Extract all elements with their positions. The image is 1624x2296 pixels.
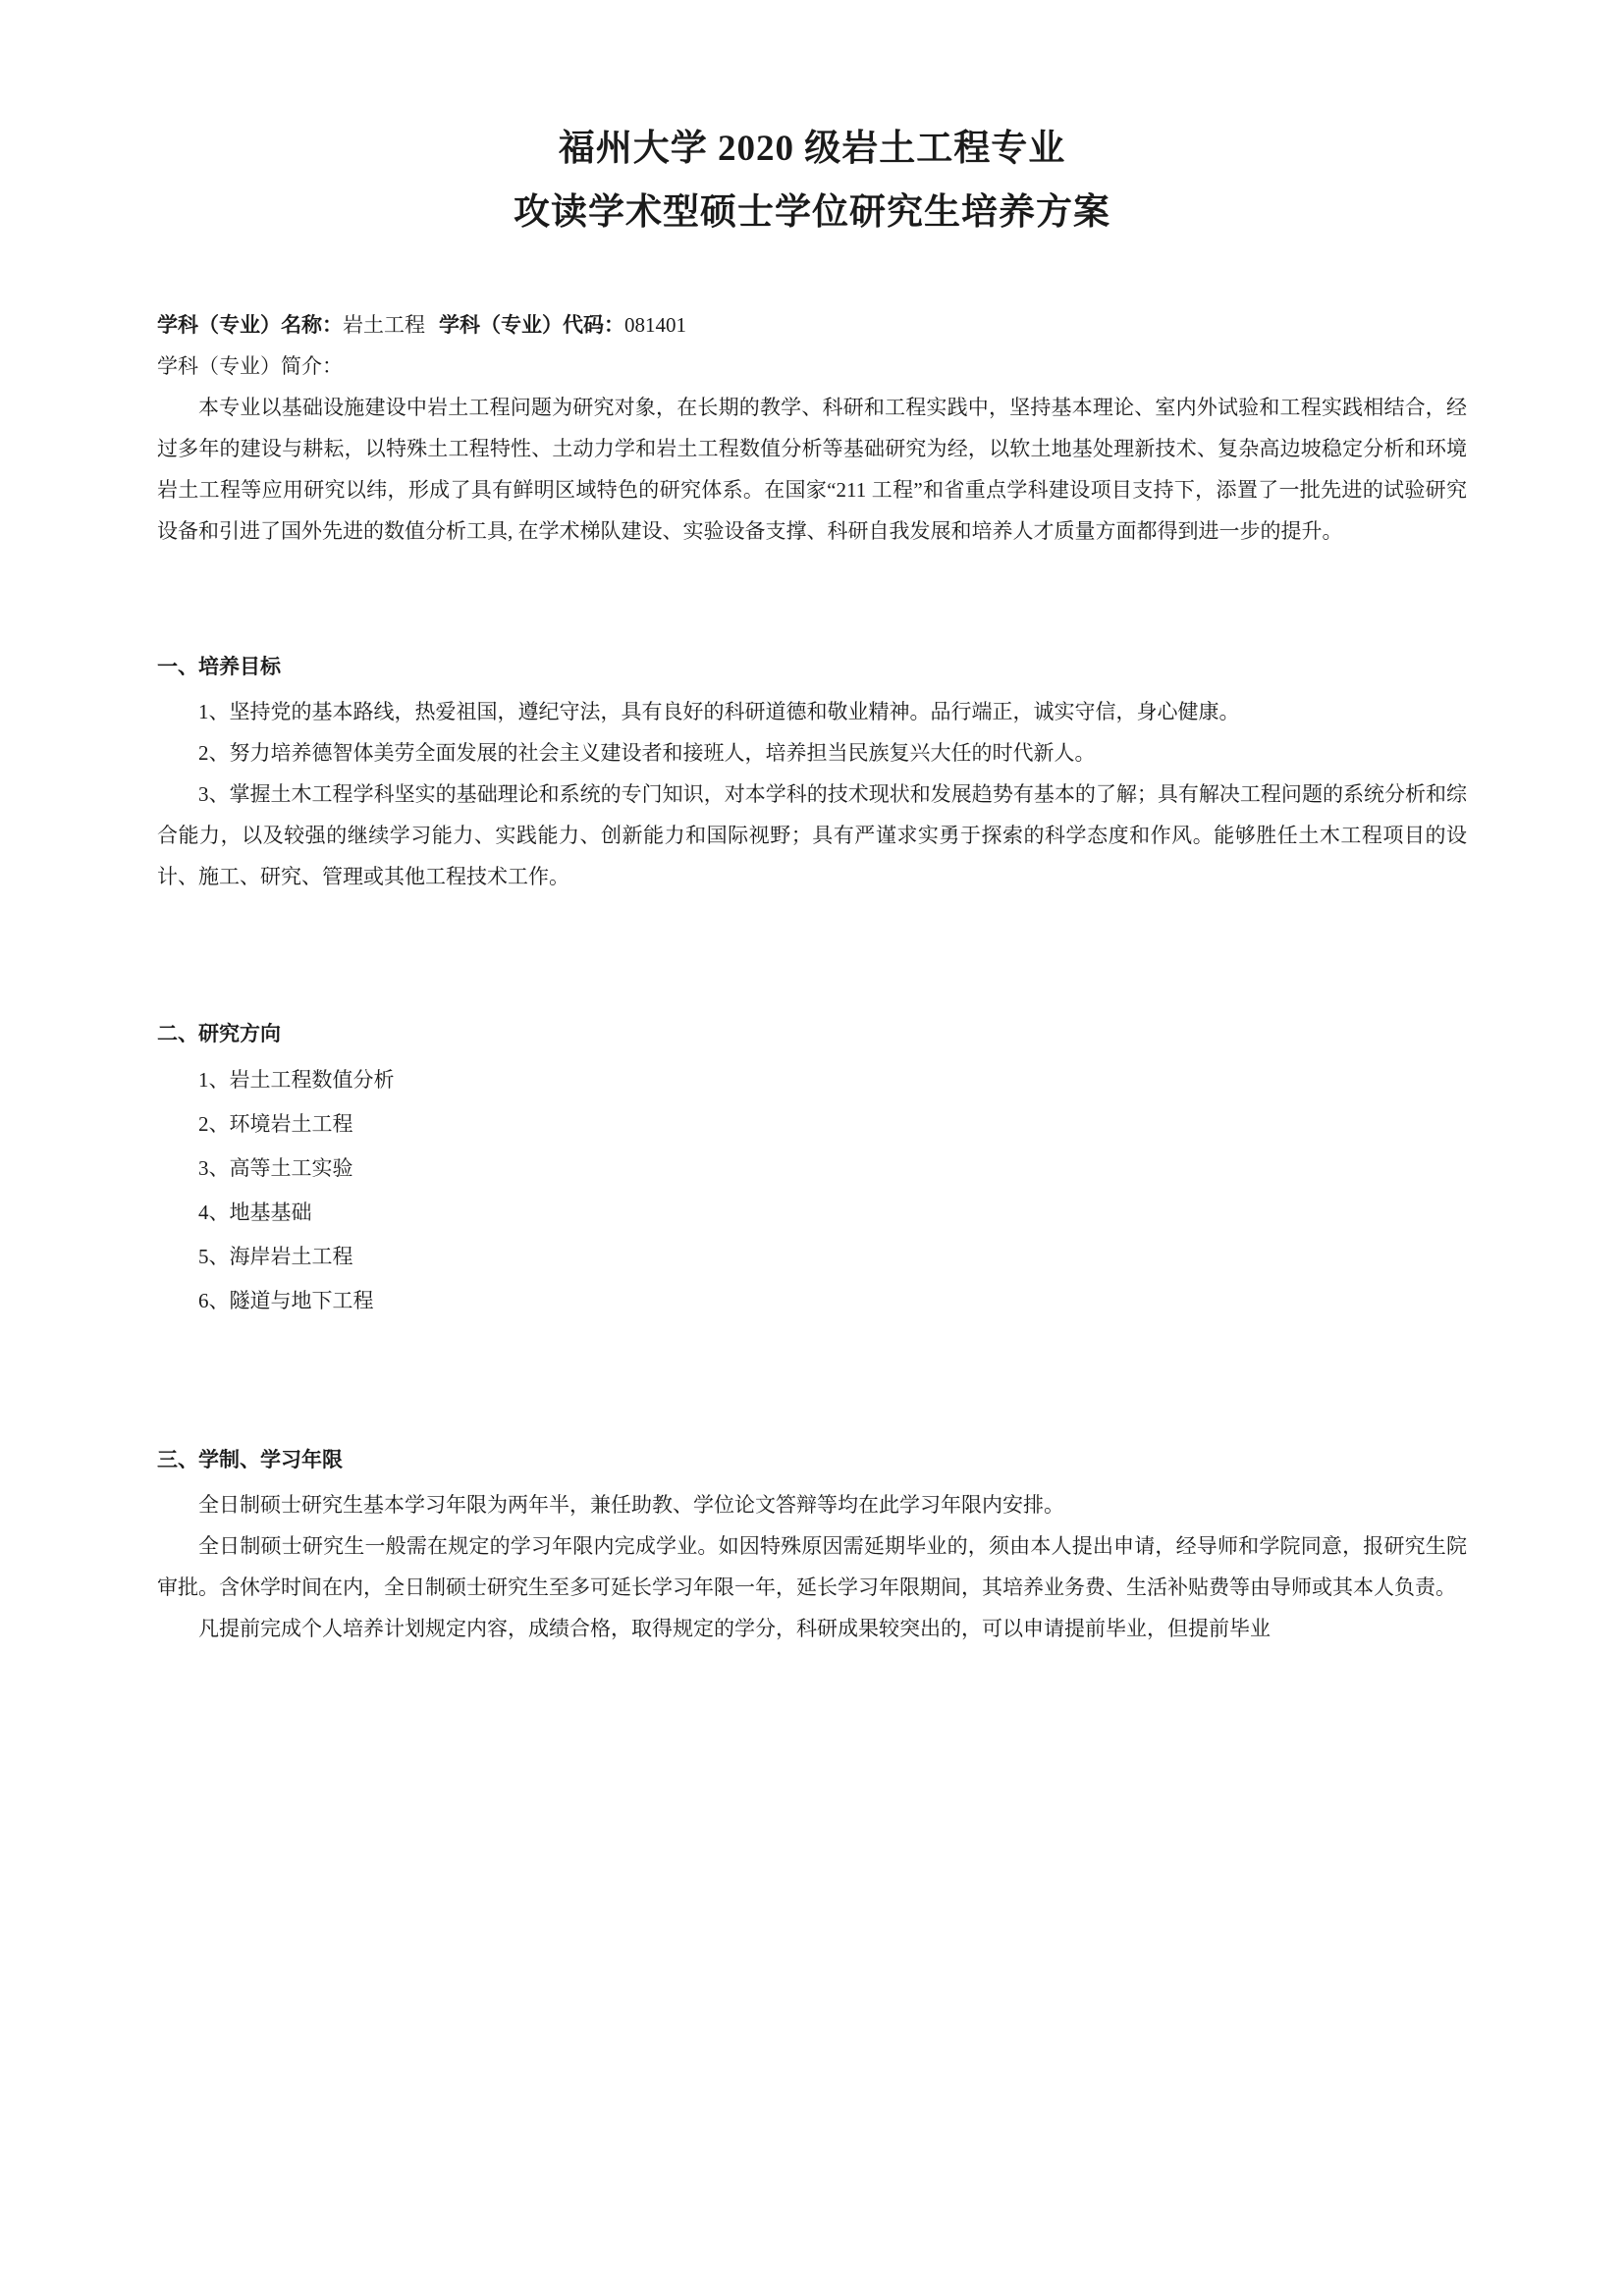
list-item: 3、掌握土木工程学科坚实的基础理论和系统的专门知识，对本学科的技术现状和发展趋势有基本的了解；具有解决工程问题的系统分析和综合能力，以及较强的继续学习能力、实践能力、创新能力和国际视野；具有严谨求实勇于探索的科学态度和作风。能够胜任土木工程项目的设计、施工、研究、管理或其他工程技术工作。 — [157, 781, 1467, 888]
section-spacer-3 — [157, 1323, 1467, 1439]
discipline-code-label: 学科（专业）代码： — [439, 312, 624, 337]
discipline-name-label: 学科（专业）名称： — [157, 312, 343, 337]
section-heading-study-duration: 三、学制、学习年限 — [157, 1448, 343, 1472]
list-item: 1、坚持党的基本路线，热爱祖国，遵纪守法，具有良好的科研道德和敬业精神。品行端正，诚实守信，身心健康。 — [198, 699, 1240, 723]
title-spacer — [157, 245, 1467, 300]
section-spacer-1 — [157, 552, 1467, 646]
section-spacer-2 — [157, 897, 1467, 1013]
section-body-research-directions — [157, 1058, 1467, 1324]
list-item: 5、海岸岩土工程 — [198, 1245, 353, 1269]
discipline-intro-label: 学科（专业）简介： — [157, 353, 343, 378]
title-line-2: 攻读学术型硕士学位研究生培养方案 — [514, 191, 1110, 233]
title-line-1: 福州大学 2020 级岩土工程专业 — [558, 129, 1066, 169]
paragraph: 全日制硕士研究生一般需在规定的学习年限内完成学业。如因特殊原因需延期毕业的，须由本人提出申请，经导师和学院同意，报研究生院审批。含休学时间在内，全日制硕士研究生至多可延长学习年限一年，延长学习年限期间，其培养业务费、生活补贴费等由导师或其本人负责。 — [157, 1534, 1467, 1600]
section-body-study-duration — [157, 1484, 1467, 1649]
discipline-name-value: 岩土工程 — [343, 312, 425, 337]
section-heading-training-goals: 一、培养目标 — [157, 654, 281, 678]
page-title — [157, 118, 1467, 245]
paragraph: 全日制硕士研究生基本学习年限为两年半，兼任助教、学位论文答辩等均在此学习年限内安排。 — [198, 1493, 1064, 1518]
list-item: 3、高等土工实验 — [198, 1155, 353, 1180]
discipline-meta-line — [157, 304, 1467, 346]
list-item: 6、隧道与地下工程 — [198, 1289, 374, 1313]
list-item: 1、岩土工程数值分析 — [198, 1067, 395, 1092]
paragraph: 凡提前完成个人培养计划规定内容，成绩合格，取得规定的学分，科研成果较突出的，可以申请提前毕业，但提前毕业 — [198, 1617, 1271, 1641]
section-heading-research-directions: 二、研究方向 — [157, 1021, 281, 1045]
discipline-intro-paragraph: 本专业以基础设施建设中岩土工程问题为研究对象，在长期的教学、科研和工程实践中，坚持基本理论、室内外试验和工程实践相结合，经过多年的建设与耕耘，以特殊土工程特性、土动力学和岩土工程数值分析等基础研究为经，以软土地基处理新技术、复杂高边坡稳定分析和环境岩土工程等应用研究以纬，形成了具有鲜明区域特色的研究体系。在国家“211 工程”和省重点学科建设项目支持下，添置了一批先进的试验研究设备和引进了国外先进的数值分析工具, 在学术梯队建设、实验设备支撑、科研自我发展和培养人才质量方面都得到进一步的提升。 — [157, 395, 1467, 543]
discipline-code-value: 081401 — [624, 312, 686, 337]
list-item: 2、环境岩土工程 — [198, 1111, 353, 1136]
section-body-training-goals — [157, 691, 1467, 897]
list-item: 4、地基基础 — [198, 1200, 312, 1224]
list-item: 2、努力培养德智体美劳全面发展的社会主义建设者和接班人，培养担当民族复兴大任的时代新人。 — [198, 740, 1096, 765]
